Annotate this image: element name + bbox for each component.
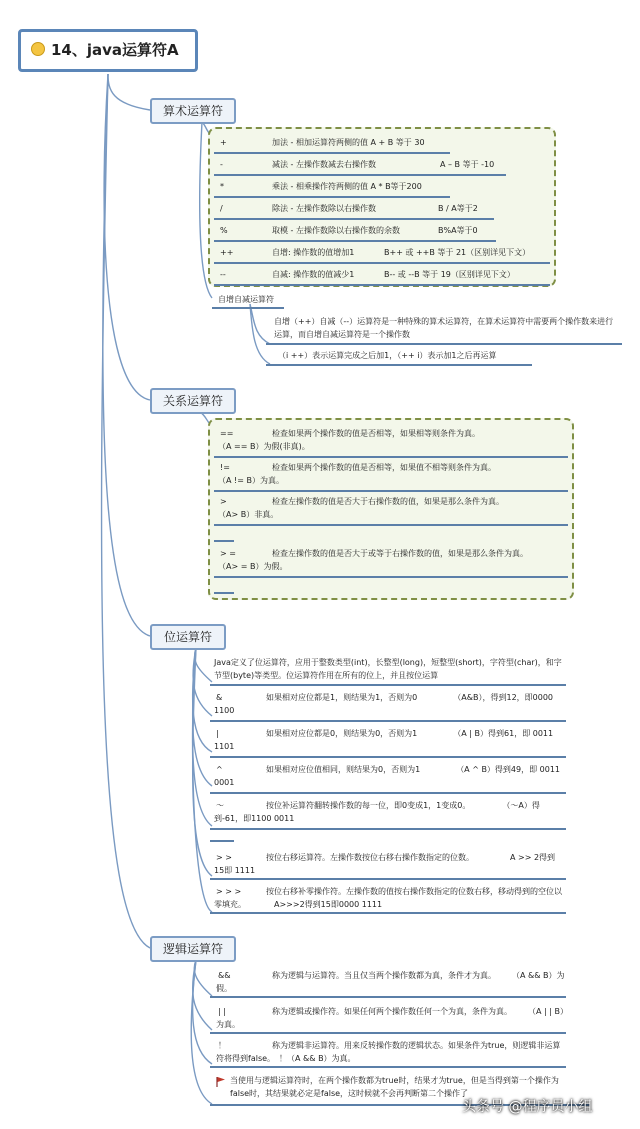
- rel-symbol: ==: [220, 429, 234, 438]
- bit-desc: 按位右移补零操作符。左操作数的值按右操作数指定的位数右移，移动得到的空位以零填充。 A>>>2得到15即0000 1111: [214, 887, 562, 909]
- arith-desc: 取模 - 左操作数除以右操作数的余数: [272, 226, 400, 235]
- smiley-icon: [31, 42, 45, 56]
- arith-symbol: +: [220, 138, 227, 147]
- arith-example: A – B 等于 -10: [440, 160, 495, 169]
- logic-desc: 称为逻辑非运算符。用来反转操作数的逻辑状态。如果条件为true，则逻辑非运算符将得到false。 ！（A && B）为真。: [216, 1041, 561, 1063]
- rel-desc: 检查如果两个操作数的值是否相等，如果值不相等则条件为真。 （A != B）为真。: [218, 463, 496, 485]
- arith-symbol: *: [220, 182, 224, 191]
- branch-arithmetic-label: 算术运算符: [162, 104, 223, 118]
- bit-desc: 按位补运算符翻转操作数的每一位，即0变成1，1变成0。 （〜A）得到-61，即1100 0011: [214, 801, 540, 823]
- bit-symbol: 〜: [216, 801, 224, 810]
- arith-symbol: -: [220, 160, 223, 169]
- branch-logical[interactable]: [150, 936, 236, 962]
- branch-relational-label: 关系运算符: [162, 394, 223, 408]
- branch-bitwise-label: 位运算符: [163, 630, 212, 644]
- arith-example: B / A等于2: [438, 204, 478, 213]
- branch-logical-label: 逻辑运算符: [162, 942, 223, 956]
- bit-symbol: > >: [216, 853, 232, 862]
- bit-desc: 如果相对应位值相同，则结果为0，否则为1 （A ^ B）得到49，即 0011 0001: [214, 765, 561, 787]
- rel-desc: 检查左操作数的值是否大于右操作数的值，如果是那么条件为真。 （A> B）非真。: [218, 497, 504, 519]
- branch-arithmetic[interactable]: [150, 98, 236, 124]
- logic-symbol: ！: [218, 1041, 226, 1050]
- bit-desc: 如果相对应位都是0，则结果为0，否则为1 （A | B）得到61，即 0011 1101: [214, 729, 554, 751]
- arith-example: B%A等于0: [438, 226, 478, 235]
- arith-symbol: /: [220, 204, 223, 213]
- logic-symbol: &&: [218, 971, 231, 980]
- bit-symbol: > > >: [216, 887, 242, 896]
- incdec-paragraph: 自增（++）自减（--）运算符是一种特殊的算术运算符，在算术运算符中需要两个操作数来进行运算，而自增自减运算符是一个操作数: [274, 317, 614, 339]
- logic-note: 当使用与逻辑运算符时，在两个操作数都为true时，结果才为true，但是当得到第一个操作为false时，其结果就必定是false，这时候就不会再判断第二个操作了: [230, 1076, 559, 1098]
- branch-bitwise[interactable]: [150, 624, 226, 650]
- incdec-note: （i ++）表示运算完成之后加1，（++ i）表示加1之后再运算: [278, 351, 497, 360]
- rel-symbol: !=: [220, 463, 230, 472]
- bit-symbol: |: [216, 729, 219, 738]
- arith-example: B++ 或 ++B 等于 21（区别详见下文）: [384, 248, 531, 257]
- incdec-title: 自增自减运算符: [218, 295, 274, 304]
- arith-desc: 乘法 - 相乘操作符两侧的值 A * B等于200: [272, 182, 422, 191]
- flag-icon: [216, 1076, 226, 1088]
- root-node[interactable]: [18, 29, 198, 72]
- arith-example: B-- 或 --B 等于 19（区别详见下文）: [384, 270, 515, 279]
- rel-symbol: >: [220, 497, 227, 506]
- rel-desc: 检查左操作数的值是否大于或等于右操作数的值，如果是那么条件为真。 （A> = B）为假。: [218, 549, 528, 571]
- arith-desc: 加法 - 相加运算符两侧的值 A + B 等于 30: [272, 138, 425, 147]
- bit-desc: 如果相对应位都是1，则结果为1，否则为0 （A&B），得到12，即0000 1100: [214, 693, 554, 715]
- root-title: 14、java运算符A: [51, 41, 179, 59]
- logic-desc: 称为逻辑或操作符。如果任何两个操作数任何一个为真，条件为真。 （A | | B）为真。: [216, 1007, 564, 1029]
- arith-desc: 自减: 操作数的值减少1: [272, 270, 355, 279]
- arith-desc: 减法 - 左操作数减去右操作数: [272, 160, 376, 169]
- arith-desc: 除法 - 左操作数除以右操作数: [272, 204, 376, 213]
- arith-desc: 自增: 操作数的值增加1: [272, 248, 355, 257]
- logic-symbol: | |: [218, 1007, 226, 1016]
- logic-desc: 称为逻辑与运算符。当且仅当两个操作数都为真，条件才为真。 （A && B）为假。: [216, 971, 565, 993]
- rel-desc: 检查如果两个操作数的值是否相等，如果相等则条件为真。 （A == B）为假(非真)。: [218, 429, 480, 451]
- bit-symbol: ^: [216, 765, 223, 774]
- bit-desc: 按位右移运算符。左操作数按位右移右操作数指定的位数。 A >> 2得到15即 1111: [214, 853, 556, 875]
- arith-symbol: --: [220, 270, 226, 279]
- bitwise-intro: Java定义了位运算符，应用于整数类型(int)，长整型(long)，短整型(short)，字符型(char)，和字节型(byte)等类型。位运算符作用在所有的位上，并且按位运算: [214, 658, 562, 680]
- branch-relational[interactable]: [150, 388, 236, 414]
- watermark: 头条号 @程序员小组: [462, 1099, 593, 1115]
- arith-symbol: ++: [220, 248, 234, 257]
- arith-symbol: %: [220, 226, 228, 235]
- bit-symbol: &: [216, 693, 223, 702]
- rel-symbol: > =: [220, 549, 236, 558]
